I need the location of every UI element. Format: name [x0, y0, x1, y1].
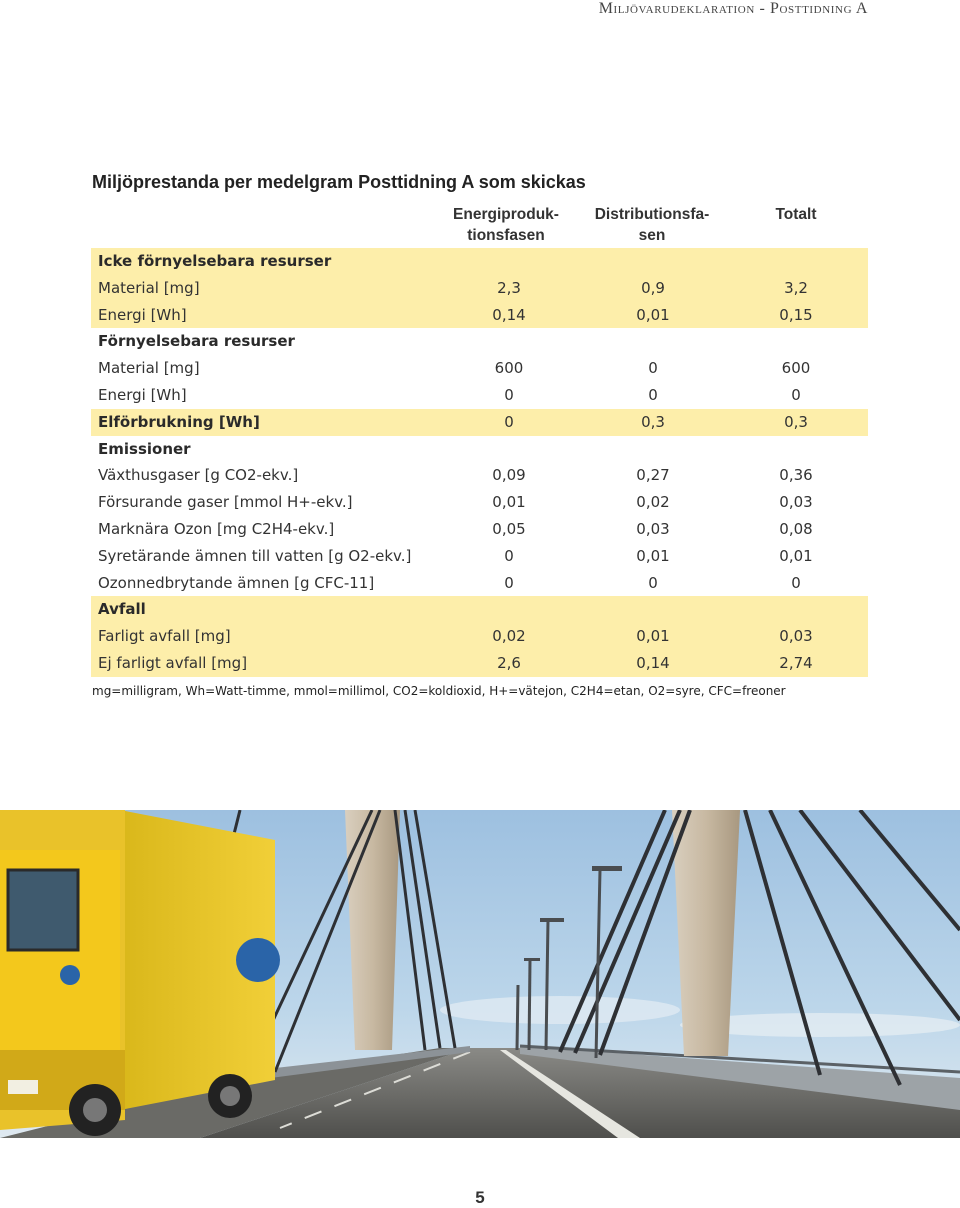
table-body: [91, 248, 868, 677]
energy-phase-value: 0: [504, 573, 514, 592]
energy-phase-value: 0: [504, 412, 514, 431]
row-label: Avfall: [98, 600, 146, 619]
table-row: [91, 650, 868, 677]
row-label: Marknära Ozon [mg C2H4-ekv.]: [98, 519, 335, 538]
row-label: Försurande gaser [mmol H+-ekv.]: [98, 493, 353, 512]
photo-illustration: [0, 810, 960, 1138]
row-label: Ej farligt avfall [mg]: [98, 653, 248, 672]
row-label: Emissioner: [98, 439, 191, 458]
distribution-phase-value: 0: [648, 359, 658, 378]
total-value: 0,03: [779, 493, 813, 512]
table-row: [91, 302, 868, 329]
distribution-phase-value: 0,01: [636, 305, 670, 324]
column-header-total: [751, 204, 841, 225]
distribution-phase-value: 0,3: [641, 412, 665, 431]
bridge-truck-photo: [0, 810, 960, 1138]
column-header-text: Totalt: [775, 206, 817, 223]
row-label: Icke förnyelsebara resurser: [98, 252, 332, 270]
energy-phase-value: 0: [504, 546, 514, 565]
energy-phase-value: 600: [494, 359, 524, 378]
total-value: 2,74: [779, 653, 813, 672]
table-section-row: [91, 409, 868, 436]
total-value: 0,01: [779, 546, 813, 565]
distribution-phase-value: 0,01: [636, 627, 670, 646]
energy-phase-value: 0,09: [492, 466, 526, 485]
distribution-phase-value: 0: [648, 385, 658, 404]
energy-phase-value: 0: [504, 385, 514, 404]
row-label: Syretärande ämnen till vatten [g O2-ekv.]: [98, 546, 412, 565]
row-label: Material [mg]: [98, 359, 200, 378]
distribution-phase-value: 0,01: [636, 546, 670, 565]
total-value: 600: [781, 359, 811, 378]
table-row: [91, 489, 868, 516]
total-value: 3,2: [784, 278, 808, 297]
column-header-text: Distributionsfa- sen: [594, 206, 710, 244]
page-number: 5: [475, 1188, 485, 1207]
table-row: [91, 462, 868, 489]
row-label: Energi [Wh]: [98, 305, 187, 324]
total-value: 0,03: [779, 627, 813, 646]
energy-phase-value: 2,6: [497, 653, 521, 672]
total-value: 0: [791, 573, 801, 592]
footnote: mg=milligram, Wh=Watt-timme, mmol=millimol, CO2=koldioxid, H+=vätejon, C2H4=etan, O2=syre, CFC=freoner: [92, 684, 786, 698]
column-header-distribution-phase: [577, 204, 727, 246]
row-label: Elförbrukning [Wh]: [98, 412, 260, 431]
total-value: 0,15: [779, 305, 813, 324]
total-value: 0: [791, 385, 801, 404]
total-value: 0,3: [784, 412, 808, 431]
table-row: [91, 623, 868, 650]
energy-phase-value: 0,02: [492, 627, 526, 646]
table-section-row: [91, 248, 868, 275]
row-label: Förnyelsebara resurser: [98, 332, 295, 351]
row-label: Material [mg]: [98, 278, 200, 297]
table-row: [91, 570, 868, 597]
distribution-phase-value: 0,02: [636, 493, 670, 512]
distribution-phase-value: 0,14: [636, 653, 670, 672]
table-row: [91, 275, 868, 302]
table-section-row: [91, 328, 868, 355]
energy-phase-value: 0,14: [492, 305, 526, 324]
row-label: Energi [Wh]: [98, 385, 187, 404]
table-row: [91, 382, 868, 409]
distribution-phase-value: 0: [648, 573, 658, 592]
row-label: Ozonnedbrytande ämnen [g CFC-11]: [98, 573, 375, 592]
table-title: Miljöprestanda per medelgram Posttidning A som skickas: [92, 172, 586, 192]
distribution-phase-value: 0,03: [636, 519, 670, 538]
column-header-energy-phase: [431, 204, 581, 246]
column-header-text: Energiproduk- tionsfasen: [453, 206, 559, 244]
row-label: Växthusgaser [g CO2-ekv.]: [98, 466, 299, 485]
table-section-row: [91, 596, 868, 623]
row-label: Farligt avfall [mg]: [98, 627, 231, 646]
table-row: [91, 543, 868, 570]
distribution-phase-value: 0,27: [636, 466, 670, 485]
table-row: [91, 355, 868, 382]
energy-phase-value: 2,3: [497, 278, 521, 297]
energy-phase-value: 0,01: [492, 493, 526, 512]
running-header: Miljövarudeklaration - Posttidning A: [598, 0, 868, 17]
energy-phase-value: 0,05: [492, 519, 526, 538]
table-row: [91, 516, 868, 543]
table-section-row: [91, 436, 868, 463]
total-value: 0,36: [779, 466, 813, 485]
total-value: 0,08: [779, 519, 813, 538]
distribution-phase-value: 0,9: [641, 278, 665, 297]
